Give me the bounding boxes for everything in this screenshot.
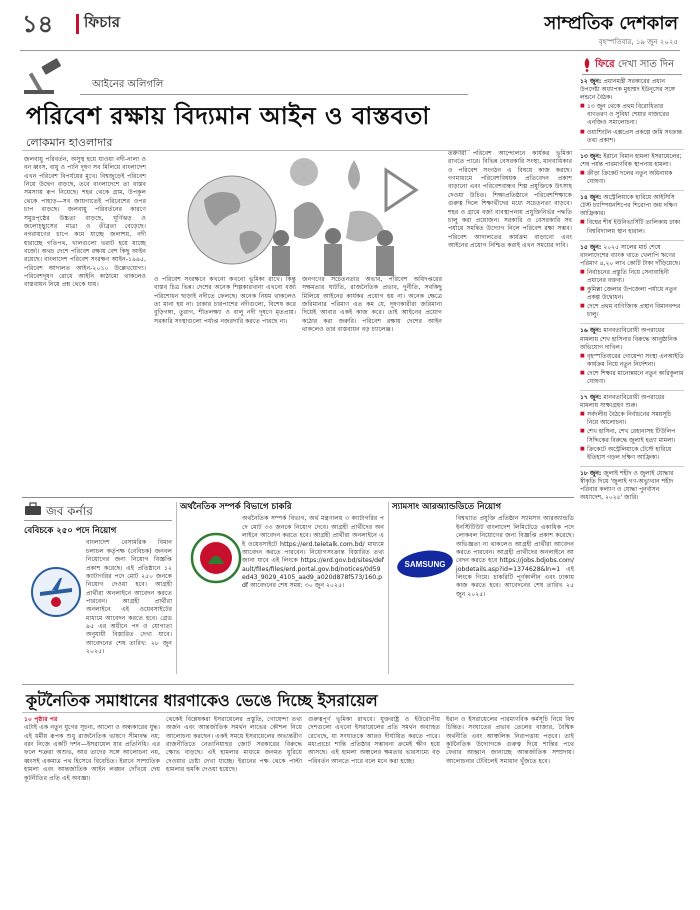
govt-seal-logo — [190, 532, 242, 584]
sidebar-separator — [580, 190, 684, 191]
continued-from: ১০ পৃষ্ঠার পর — [24, 716, 58, 723]
sidebar-bullet: ■ কুমিল্লা জেলার উপজেলা পর্যায়ে নতুন প্রকল্প উদ্বোধন। — [580, 286, 684, 302]
sidebar-bullet: ■ সর্বদলীয় বৈঠকে নির্বাচনের সময়সূচি নিয়ে আলোচনা। — [580, 411, 684, 427]
article-column-3: জনগণের সচেতনতার অভাব, পরিবেশ অধিদপ্তরের সক্ষমতার ঘাটতি, রাজনৈতিক প্রভাব, দুর্নীতি, সবকিছু মিলিয়ে আইনের কার্যকর প্রয়োগ হয় না। অনেক ক্ষেত্রে জরিমানার পরিমাণ এত কম যে, দূষণকারীরা জরিমানা দিয়েই আবার একই কাজ করে। তাই আইনের প্রয়োগ কঠোর করা জরুরি। পরিবেশ রক্ষায় দেশের আইন থাকলেও তার বাস্তবায়ন বড় চ্যালেঞ্জ। — [302, 276, 442, 334]
sidebar-entry-text: ২০২৫ সালের মার্চ শেষে বাংলাদেশের ব্যাংক খাতে খেলাপি ঋণের পরিমাণ ৪,২০ লাখ কোটি টাকা দাঁড়িয়েছে। — [580, 243, 681, 267]
sidebar-entry-text: অস্ট্রেলিয়াকে হারিয়ে আইসিসি টেস্ট চ্যাম্পিয়নশিপের শিরোপা জয় দক্ষিণ আফ্রিকার। — [580, 194, 678, 218]
dateline: বৃহস্পতিবার, ১৯ জুন ২০২৫ — [598, 38, 678, 46]
sidebar-entry-date: ১৬ জুন: — [580, 327, 604, 335]
gavel-icon — [22, 58, 72, 96]
bottom-column-1 — [24, 716, 160, 783]
bottom-rule — [22, 684, 574, 685]
sidebar-separator — [580, 240, 684, 241]
job-ad-title: অর্থনৈতিক সম্পর্ক বিভাগে চাকরি — [180, 502, 292, 512]
sidebar-separator — [580, 390, 684, 391]
exclamation-icon — [582, 58, 592, 72]
article-kicker: আইনের অলিগলি — [92, 79, 164, 90]
sidebar-separator — [580, 149, 684, 150]
sidebar-entry-text: মানবতাবিরোধী অপরাধের মামলায় শেখ হাসিনার বিরুদ্ধে আনুষ্ঠানিক অভিযোগ দাখিল। — [580, 327, 678, 351]
sidebar-entry-date: ১৩ জুন: — [580, 152, 604, 160]
sidebar-entry-text: জুলাই শহীদ ও জুলাই যোদ্ধার স্বীকৃতি দিয়ে 'জুলাই গণ-অভ্যুত্থান শহীদ পরিবার কল্যাণ ও যোদ্ধা পুনর্বাসন অধ্যাদেশ, ২০২৫' জারি। — [580, 469, 674, 502]
caab-logo — [30, 566, 82, 618]
header-rule — [20, 50, 680, 51]
article-headline: পরিবেশ রক্ষায় বিদ্যমান আইন ও বাস্তবতা — [26, 102, 430, 130]
sidebar-separator — [580, 466, 684, 467]
sidebar-bullet: ■ ওয়াশিংটন এক্সপ্রেস প্রকল্পে জমি সংক্রান্ত তথ্য প্রকাশ। — [580, 129, 684, 145]
sidebar-entry-text: ইরানে বিমান হামলা ইসরায়েলের; শেষ পর্যন্ত পারমাণবিক স্থাপনায় হামলা। — [580, 152, 682, 168]
sidebar-bullet: ■ বৃহস্পতিবারের গোয়েন্দা সংস্থা এনআইডি কার্যক্রম নিয়ে নতুন নির্দেশনা। — [580, 353, 684, 369]
job-ad-body: বাংলাদেশ বেসামরিক বিমান চলাচল কর্তৃপক্ষ (বেবিচক) জনবল নিয়োগের জন্য নিয়োগ বিজ্ঞপ্তি প্রকাশ করেছে। এই প্রতিষ্ঠানে ১২ ক্যাটাগরির পদে মোট ২৫০ জনকে নিয়োগ দেওয়া হবে। আগ্রহী প্রার্থীরা অনলাইনে আবেদন করতে পারবেন। আগ্রহী প্রার্থীরা অনলাইনে এই ওয়েবসাইটের মাধ্যমে আবেদন করতে হবে। গ্রেড ৯৫ এর অধীনে পদ ও যোগ্যতা অনুযায়ী বিস্তারিত দেখা যাবে। আবেদনের শেষ তারিখ: ২৮ জুন ২০২৫। — [86, 539, 172, 656]
job-ad-title: স্যামসাং আরঅ্যান্ডডিতে নিয়োগ — [392, 502, 502, 512]
job-ad-body: বিশ্বখ্যাত প্রযুক্তি প্রতিষ্ঠান স্যামসাং আরঅ্যান্ডডি ইনস্টিটিউট বাংলাদেশ লিমিটেডে একাধিক পদে লোকবল নিয়োগের জন্য বিজ্ঞপ্তি প্রকাশ করেছে। অভিজ্ঞতা না থাকলেও আগ্রহী প্রার্থীরা আবেদন করতে পারবেন। আগ্রহী প্রার্থীদের অনলাইনে আবেদন করতে হবে https://jobs.bdjobs.com/jobdetails.asp?id=1374628&ln=1 এই লিংকে গিয়ে। চাকরিটি পূর্ণকালীন এবং ঢাকায় কাজ করতে হবে। আবেদনের শেষ তারিখ ২৫ জুন ২০২৫। — [456, 515, 574, 598]
section-name: ফিচার — [84, 13, 120, 31]
sidebar-bullet: ■ দেশে শিক্ষার মানোন্নয়নে নতুন কারিকুলাম ঘোষণা। — [580, 370, 684, 386]
sidebar-entry — [580, 244, 684, 320]
environment-illustration — [154, 150, 434, 276]
bottom-headline: কূটনৈতিক সমাধানের ধারণাকেও ভেঙে দিচ্ছে ইসরায়েল — [26, 691, 378, 710]
sidebar-bullet: ■ ক্রিকেটে অস্ট্রেলিয়াকে টেস্টে হারিয়ে ইতিহাস গড়ল দক্ষিণ আফ্রিকা। — [580, 446, 684, 462]
sidebar-entry-date: ১৪ জুন: — [580, 194, 604, 202]
job-label-rule — [24, 520, 172, 521]
section-accent-bar — [76, 14, 79, 34]
sidebar-entry — [580, 194, 684, 235]
bottom-column-1-text: এটাই এক নতুন যুগের সূচনা, আলো ও অন্ধকারের যুদ্ধ। এই ধর্মীয় রূপক শুধু রাজনৈতিক ভাষণে সীমাবদ্ধ নয়; বরং নিজে একটি দর্শন—ইসরায়েল যার প্রতিনিধি। এর ফলে শত্রুরা অশুভ, আর তাদের সঙ্গে আলোচনা নয়, ধ্বংসই একমাত্র পথ হিসেবে বিবেচিত। ইরানে সাম্প্রতিক হামলা এবং আন্তর্জাতিক আইন লঙ্ঘন দেখিয়ে দেয় কূটনীতির প্রতি এই অবজ্ঞা। — [24, 724, 160, 782]
sidebar-bullet: ■ নির্বাচনের প্রস্তুতি নিয়ে সেনাবাহিনী প্রধানের বক্তব্য। — [580, 269, 684, 285]
article-column-1: জলবায়ু পরিবর্তন, অসুস্থ হয়ে যাওয়া নদী-নালা ও বন ধ্বংস, বায়ু ও পানি দূষণ সব মিলিয়ে বাংলাদেশ এখন পরিবেশ বিপর্যয়ের মুখে। বিশ্বজুড়েই পরিবেশ নিয়ে উদ্বেগ বাড়ছে, তবে বাংলাদেশে তা বাস্তব সমস্যায় রূপ নিয়েছে। শহর থেকে গ্রাম, উপকূল থেকে পাহাড়—সব জায়গাতেই পরিবেশের ওপর চাপ বাড়ছে। জলবায়ু পরিবর্তনের কারণে সমুদ্রপৃষ্ঠের উচ্চতা বাড়ছে, ঘূর্ণিঝড় ও জলোচ্ছ্বাসের মাত্রা ও তীব্রতা বেড়েছে। নগরায়ণের চাপে কমে যাচ্ছে জলাশয়, নদী হারাচ্ছে গতিপথ, খালগুলো ভরাট হয়ে যাচ্ছে বর্জ্যে। অথচ দেশে পরিবেশ রক্ষায় বেশ কিছু আইন রয়েছে। বাংলাদেশ পরিবেশ সংরক্ষণ আইন-১৯৯৫, পরিবেশ আদালত আইন-২০১০ উল্লেখযোগ্য। পরিবেশদূষণ রোধে আইনি কাঠামো থাকলেও বাস্তবায়ন নিয়ে প্রশ্ন থেকে যায়। — [24, 156, 146, 289]
sidebar-bullet: ■ ১৩ জুন থেকে প্রথম বিরোধিতার বাণতরণ ও সুবিধা শেয়ার বাজারের এনজিও সমালোচনা। — [580, 103, 684, 127]
sidebar-entry-date: ১৫ জুন: — [580, 243, 604, 251]
sidebar-entry-date: ১২ জুন: — [580, 78, 604, 85]
samsung-logo — [396, 546, 454, 582]
sidebar-bullet: ■ শেখ হাসিনা, শেখ রেহানাসহ টিউলিপ সিদ্দিকের বিরুদ্ধে জুলাই হত্যা মামলা। — [580, 428, 684, 444]
sidebar-entry — [580, 470, 684, 502]
job-ad-title: বেবিচকে ২৫০ পদে নিয়োগ — [24, 526, 117, 536]
job-ad-body: অর্থনৈতিক সম্পর্ক বিভাগ, অর্থ মন্ত্রণালয় ৩ ক্যাটাগরির পদে মোট ৩৩ জনকে নিয়োগ দেবে। আগ্রহী প্রার্থীদের অনলাইনে আবেদন করতে হবে। আগ্রহী প্রার্থীরা অনলাইনে এই ওয়েবসাইটে https://erd.teletalk.com.bd/ মাধ্যমে আবেদন করতে পারবেন। নিয়োগসংক্রান্ত বিস্তারিত তথ্য জানা যাবে এই লিংকে https://erd.gov.bd/sites/default/files/files/erd.portal.gov.bd/notices/0d59ed43_9029_4105_aad9_a020d878f573/160.pdf আবেদনের শেষ সময়: ৩০ জুন ২০২৫। — [242, 515, 384, 590]
masthead: সাম্প্রতিক দেশকাল — [544, 13, 678, 34]
job-corner-label: জব কর্নার — [46, 504, 93, 518]
briefcase-icon — [24, 502, 42, 516]
page-number: ১৪ — [22, 9, 54, 38]
sidebar-bullet: ■ বিশ্বের শীর্ষ ইউনিভার্সিটি তালিকায় ঢাকা বিশ্ববিদ্যালয় স্থান হারাল। — [580, 219, 684, 235]
sidebar-entry — [580, 78, 684, 145]
article-column-4: তরুণরা পরিবেশ আন্দোলনে কার্যকর ভূমিকা রাখতে পারে। বিভিন্ন বেসরকারি সংস্থা, মানবাধিকার ও পরিবেশ সংগঠন এ বিষয়ে কাজ করছে। গণমাধ্যমে পরিবেশবিষয়ক প্রতিবেদন প্রকাশ বাড়ানো এবং পরিবেশবান্ধব শিল্প প্রযুক্তিকে উৎসাহ দেওয়া উচিত। শিক্ষাপ্রতিষ্ঠানে পরিবেশশিক্ষাকে গুরুত্ব দিলে শিক্ষার্থীদের মধ্যে সচেতনতা বাড়বে। শহর ও গ্রামে বর্জ্য ব্যবস্থাপনায় প্রযুক্তিনির্ভর পদ্ধতি চালু করা প্রয়োজন। সরকারি ও বেসরকারি সব পর্যায়ে সমন্বিত উদ্যোগ নিলে পরিবেশ রক্ষা সম্ভব। পরিবেশ আদালতের কার্যক্রম বাড়ানো এবং আইনের প্রয়োগ নিশ্চিত করাই এখন সময়ের দাবি। — [448, 150, 572, 249]
article-byline: লোকমান হাওলাদার — [26, 136, 113, 149]
sidebar-entry-date: ১৭ জুন: — [580, 394, 604, 402]
sidebar-bullet: ■ ক্রীড়া ক্রিকেট দলের নতুন অধিনায়ক ঘোষণা। — [580, 170, 684, 186]
sidebar-bullet: ■ দেশে প্রথম বাণিজ্যিক প্রস্থান বিমানবন্দর চালু। — [580, 303, 684, 319]
bottom-column-2: থেকেই বিশ্লেষকরা ইসরায়েলের প্রস্তুতি, গোয়েন্দা তথ্য অর্জন এবং আন্তর্জাতিক সমর্থন লাভের কৌশল নিয়ে আলোচনা করছেন। একই সময়ে ইসরায়েলের অভ্যন্তরীণ রাজনীতিতে নেতানিয়াহুর জোট সরকারের বিরুদ্ধে ক্ষোভ বাড়ছে। এই হামলার মাধ্যমে জনমত ঘুরিয়ে দেওয়ার চেষ্টা দেখা যাচ্ছে। ইরানের পক্ষ থেকে পাল্টা হামলার হুমকি দেওয়া হয়েছে। — [166, 716, 302, 774]
sidebar-entry — [580, 153, 684, 186]
sidebar-entry-text: প্রধানমন্ত্রী সরকারের প্রধান উপদেষ্টা অধ্যাপক মুহাম্মদ ইউনূসের সঙ্গে লন্ডনে বৈঠক। — [580, 78, 675, 102]
bottom-column-4: ইরান ও ইসরায়েলের পারমাণবিক কর্মসূচি নিয়ে বিশ্ব চিন্তিত। সংঘাতের প্রভাব তেলের বাজার, বৈশ্বিক অর্থনীতি এবং আঞ্চলিক নিরাপত্তায় পড়বে। তাই কূটনৈতিক উদ্যোগকে গুরুত্ব দিয়ে শান্তির পথে ফেরার আহ্বান জানাচ্ছে আন্তর্জাতিক সম্প্রদায়। আলোচনার টেবিলেই সমাধান খুঁজতে হবে। — [446, 716, 574, 765]
sidebar-list — [580, 78, 684, 506]
sidebar-entry-text: মানবতাবিরোধী অপরাধের মামলায় সাক্ষ্যগ্রহণ শুরু। — [580, 394, 665, 410]
sidebar-separator — [580, 323, 684, 324]
sidebar-entry-date: ১৮ জুন: — [580, 469, 604, 477]
job-divider — [176, 502, 177, 674]
sidebar-entry — [580, 394, 684, 462]
bottom-headline-rule — [22, 712, 574, 713]
bottom-column-3: গুরুত্বপূর্ণ ভূমিকা রাখবে। যুক্তরাষ্ট্র ও ইউরোপীয় দেশগুলো এখনো ইসরায়েলের প্রতি সমর্থন অব্যাহত রেখেছে, যা সংঘাতকে আরও দীর্ঘায়িত করতে পারে। মধ্যপ্রাচ্যে শান্তি প্রতিষ্ঠার সম্ভাবনা ক্রমেই ক্ষীণ হয়ে আসছে। এই হামলা অঞ্চলের ক্ষমতার ভারসাম্যে বড় পরিবর্তন আনতে পারে বলে মনে করা হচ্ছে। — [308, 716, 440, 765]
sidebar-entry — [580, 327, 684, 386]
svg-text:SAMSUNG: SAMSUNG — [404, 560, 446, 569]
article-column-2: ও পরিবেশ সংরক্ষণে কখনো কখনো ভূমিকা রাখে। কিন্তু বাস্তব চিত্র ভিন্ন। দেশের অনেক শিল্পকারখানা এখনো বর্জ্য পরিশোধন ছাড়াই নদীতে ফেলছে। অনেক নিয়ম থাকলেও তা মানা হয় না। ঢাকার চারপাশের নদীগুলো, বিশেষ করে বুড়িগঙ্গা, তুরাগ, শীতলক্ষ্যা ও বালু নদী দূষণে মৃতপ্রায়। সরকারি সংস্থাগুলো পর্যাপ্ত নজরদারি করতে পারছে না। — [154, 276, 296, 325]
kicker-rule — [80, 94, 468, 95]
job-divider — [388, 502, 389, 674]
sidebar-rule — [582, 74, 682, 75]
sidebar-title: ফিরে দেখা সাত দিন — [595, 59, 675, 70]
